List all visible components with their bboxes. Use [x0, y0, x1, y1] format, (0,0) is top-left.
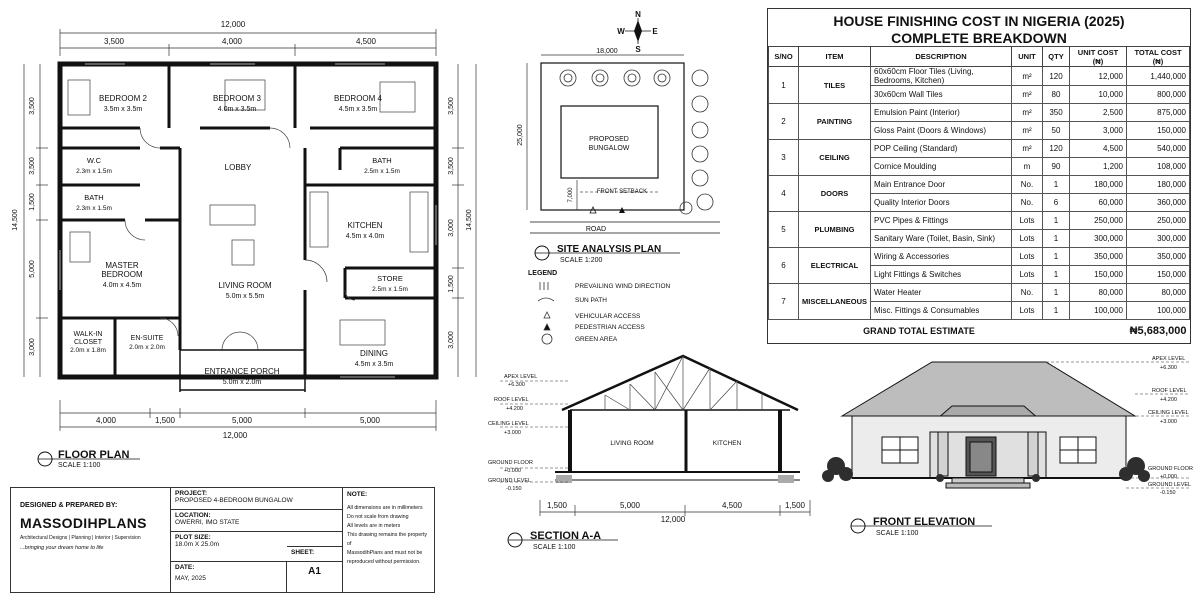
cell-unit-cost: 12,000 — [1070, 67, 1127, 86]
date-value: MAY, 2025 — [175, 575, 206, 582]
site-setback-dim: 7,000 — [568, 187, 574, 203]
cell-total: 1,440,000 — [1127, 67, 1190, 86]
cell-total: 350,000 — [1127, 248, 1190, 266]
compass-s: S — [635, 45, 641, 54]
cell-qty: 1 — [1043, 302, 1070, 320]
cell-unit: m² — [1012, 140, 1043, 158]
cost-table-header-row — [769, 47, 1190, 67]
room-bedroom4-name: BEDROOM 4 — [333, 94, 383, 103]
cell-item: CEILING — [799, 140, 871, 176]
col-item: ITEM — [799, 47, 871, 67]
room-master-name: MASTER — [105, 261, 139, 270]
room-master-size: 4.0m x 4.5m — [102, 282, 142, 289]
legend-item-5: GREEN AREA — [575, 336, 618, 343]
cell-unit-cost: 300,000 — [1070, 230, 1127, 248]
cell-unit-cost: 60,000 — [1070, 194, 1127, 212]
section-dim-total: 12,000 — [660, 515, 686, 524]
title-block — [10, 487, 435, 593]
cell-qty: 6 — [1043, 194, 1070, 212]
dim-left-3: 1,500 — [29, 193, 36, 211]
cell-total: 180,000 — [1127, 176, 1190, 194]
dim-bottom-4: 5,000 — [359, 416, 381, 425]
cell-unit-cost: 250,000 — [1070, 212, 1127, 230]
cell-unit: Lots — [1012, 266, 1043, 284]
cost-table-row — [769, 284, 1190, 302]
room-wc-size: 2.3m x 1.5m — [76, 168, 112, 175]
cell-item: TILES — [799, 67, 871, 104]
col-description: DESCRIPTION — [871, 47, 1012, 67]
grand-total-value: ₦5,683,000 — [1129, 324, 1187, 337]
furniture — [68, 80, 428, 345]
cell-qty: 1 — [1043, 176, 1070, 194]
date-label: DATE: — [175, 564, 195, 571]
cell-total: 108,000 — [1127, 158, 1190, 176]
cell-qty: 90 — [1043, 158, 1070, 176]
compass-icon — [625, 18, 651, 44]
compass-n: N — [635, 10, 641, 19]
cell-item: PLUMBING — [799, 212, 871, 248]
compass-w: W — [617, 27, 625, 36]
sheet-value: A1 — [308, 566, 321, 577]
cell-description: Gloss Paint (Doors & Windows) — [871, 122, 1012, 140]
location-cell — [171, 510, 343, 532]
dim-top-2: 4,000 — [221, 37, 243, 46]
site-building-label1: PROPOSED — [589, 136, 629, 143]
section-ground-floor-value: +0.000 — [504, 468, 521, 474]
elevation-roof-value: +4.200 — [1160, 397, 1177, 403]
elevation-ceiling-label: CEILING LEVEL — [1148, 410, 1189, 416]
section-ground-floor-label: GROUND FLOOR — [488, 460, 533, 466]
cell-sno: 2 — [769, 104, 799, 140]
cell-description: Sanitary Ware (Toilet, Basin, Sink) — [871, 230, 1012, 248]
section-dim-1: 1,500 — [546, 501, 568, 510]
dim-top-total: 12,000 — [220, 20, 246, 29]
sun-path-icon — [538, 298, 554, 301]
dim-left-5: 3,000 — [29, 338, 36, 356]
cell-sno: 5 — [769, 212, 799, 248]
cell-unit-cost: 2,500 — [1070, 104, 1127, 122]
room-dining-size: 4.5m x 3.5m — [354, 361, 394, 368]
room-porch-name: ENTRANCE PORCH — [204, 367, 280, 376]
note-1: All dimensions are in millimeters — [347, 505, 423, 511]
elevation-ceiling-value: +3.000 — [1160, 419, 1177, 425]
room-bedroom2-name: BEDROOM 2 — [98, 94, 148, 103]
cost-table-row — [769, 67, 1190, 86]
elevation-title: FRONT ELEVATION — [873, 516, 976, 528]
cell-qty: 120 — [1043, 67, 1070, 86]
section-ground-label: GROUND LEVEL — [488, 478, 532, 484]
grand-total-row — [769, 320, 1190, 343]
cell-total: 300,000 — [1127, 230, 1190, 248]
cell-qty: 350 — [1043, 104, 1070, 122]
room-ensuite-size: 2.0m x 2.0m — [129, 344, 165, 351]
col-sno: S/NO — [769, 47, 799, 67]
cell-description: 30x60cm Wall Tiles — [871, 86, 1012, 104]
room-bedroom2-size: 3.5m x 3.5m — [103, 106, 143, 113]
section-dim-2: 5,000 — [619, 501, 641, 510]
cell-qty: 1 — [1043, 284, 1070, 302]
col-total-cost: TOTAL COST (₦) — [1127, 47, 1190, 67]
cell-sno: 6 — [769, 248, 799, 284]
section-dim-3: 4,500 — [721, 501, 743, 510]
elevation-apex-value: +6.300 — [1160, 365, 1177, 371]
cell-qty: 80 — [1043, 86, 1070, 104]
col-unit: UNIT — [1012, 47, 1043, 67]
dim-bottom-1: 4,000 — [95, 416, 117, 425]
project-value: PROPOSED 4-BEDROOM BUNGALOW — [175, 497, 293, 504]
legend-icons — [538, 282, 554, 344]
cost-table-panel — [767, 8, 1191, 344]
room-bath-right-name: BATH — [372, 156, 392, 165]
cell-qty: 1 — [1043, 212, 1070, 230]
project-cell — [171, 488, 343, 510]
cell-qty: 50 — [1043, 122, 1070, 140]
cell-item: MISCELLANEOUS — [799, 284, 871, 320]
cost-table-title: HOUSE FINISHING COST IN NIGERIA (2025) — [833, 13, 1125, 29]
sheet-label: SHEET: — [291, 549, 315, 556]
room-porch-size: 5.0m x 2.0m — [222, 379, 262, 386]
note-2: Do not scale from drawing — [347, 514, 409, 520]
floor-plan — [12, 20, 476, 469]
cell-description: Emulsion Paint (Interior) — [871, 104, 1012, 122]
cell-description: Wiring & Accessories — [871, 248, 1012, 266]
note-3: All levels are in meters — [347, 523, 401, 529]
cell-total: 875,000 — [1127, 104, 1190, 122]
legend-item-2: SUN PATH — [575, 297, 607, 304]
section-apex-value: +6.300 — [508, 382, 525, 388]
room-kitchen-name: KITCHEN — [347, 221, 383, 230]
section-apex-label: APEX LEVEL — [504, 374, 538, 380]
notes-label: NOTE: — [347, 491, 368, 498]
cell-total: 250,000 — [1127, 212, 1190, 230]
firm-services: Architectural Designs | Planning | Interior | Supervision — [20, 535, 141, 541]
room-living-size: 5.0m x 5.5m — [225, 293, 265, 300]
cell-unit: No. — [1012, 194, 1043, 212]
floor-plan-scale: SCALE 1:100 — [58, 462, 101, 469]
dim-right-total: 14,500 — [466, 209, 473, 231]
cell-sno: 7 — [769, 284, 799, 320]
dim-right-3: 3,000 — [448, 219, 455, 237]
room-living-name: LIVING ROOM — [218, 281, 272, 290]
cell-unit: Lots — [1012, 248, 1043, 266]
section-roof-label: ROOF LEVEL — [494, 397, 529, 403]
cell-qty: 1 — [1043, 230, 1070, 248]
cell-total: 100,000 — [1127, 302, 1190, 320]
elevation-roof-label: ROOF LEVEL — [1152, 388, 1187, 394]
legend-item-3: VEHICULAR ACCESS — [575, 313, 641, 320]
cost-table — [768, 46, 1190, 342]
cell-qty: 120 — [1043, 140, 1070, 158]
cell-qty: 1 — [1043, 248, 1070, 266]
cell-unit: Lots — [1012, 302, 1043, 320]
elevation-ground-value: -0.150 — [1160, 490, 1176, 496]
section-room1: LIVING ROOM — [610, 440, 654, 447]
dim-left-1: 3,500 — [29, 97, 36, 115]
section-dim-4: 1,500 — [784, 501, 806, 510]
cell-description: PVC Pipes & Fittings — [871, 212, 1012, 230]
cell-unit-cost: 350,000 — [1070, 248, 1127, 266]
room-ensuite-name: EN-SUITE — [130, 335, 164, 342]
location-value: OWERRI, IMO STATE — [175, 519, 240, 526]
note-6: reproduced without permission. — [347, 559, 421, 565]
site-front-setback: FRONT SETBACK — [596, 189, 648, 195]
cell-qty: 1 — [1043, 266, 1070, 284]
date-cell — [171, 562, 287, 592]
dim-left-4: 5,000 — [29, 260, 36, 278]
cell-total: 80,000 — [1127, 284, 1190, 302]
cell-unit-cost: 10,000 — [1070, 86, 1127, 104]
cell-unit: Lots — [1012, 230, 1043, 248]
cell-unit: No. — [1012, 176, 1043, 194]
cell-unit-cost: 180,000 — [1070, 176, 1127, 194]
site-depth-dim: 25,000 — [517, 124, 524, 146]
dim-right-1: 3,500 — [448, 97, 455, 115]
cell-unit: m — [1012, 158, 1043, 176]
cell-sno: 4 — [769, 176, 799, 212]
room-walkin-name2: CLOSET — [73, 339, 103, 346]
site-building-label2: BUNGALOW — [588, 145, 630, 152]
wind-direction-icon — [540, 282, 548, 290]
room-dining-name: DINING — [360, 349, 388, 358]
dim-top-1: 3,500 — [103, 37, 125, 46]
cell-description: Main Entrance Door — [871, 176, 1012, 194]
pedestrian-access-icon — [544, 324, 550, 330]
cell-unit: m² — [1012, 104, 1043, 122]
section-roof-value: +4.200 — [506, 406, 523, 412]
section-room2: KITCHEN — [712, 440, 742, 447]
elevation-ground-label: GROUND LEVEL — [1148, 482, 1192, 488]
dim-right-5: 3,000 — [448, 331, 455, 349]
cell-item: ELECTRICAL — [799, 248, 871, 284]
dim-top-3: 4,500 — [355, 37, 377, 46]
site-width-dim: 18,000 — [596, 48, 618, 55]
room-bedroom3-size: 4.0m x 3.5m — [217, 106, 257, 113]
elevation-ground-floor-value: +0.000 — [1160, 474, 1177, 480]
col-unit-cost: UNIT COST (₦) — [1070, 47, 1127, 67]
cell-total: 360,000 — [1127, 194, 1190, 212]
room-bath-left-name: BATH — [84, 193, 104, 202]
room-store-name: STORE — [377, 274, 403, 283]
plot-label: PLOT SIZE: — [175, 534, 211, 541]
section-ground-value: -0.150 — [506, 486, 522, 492]
grand-total-label: GRAND TOTAL ESTIMATE — [863, 325, 975, 336]
cell-unit-cost: 80,000 — [1070, 284, 1127, 302]
cell-unit-cost: 1,200 — [1070, 158, 1127, 176]
cell-unit-cost: 3,000 — [1070, 122, 1127, 140]
legend-item-4: PEDESTRIAN ACCESS — [575, 324, 645, 331]
room-bedroom4-size: 4.5m x 3.5m — [338, 106, 378, 113]
room-bath-left-size: 2.3m x 1.5m — [76, 205, 112, 212]
cost-table-row — [769, 248, 1190, 266]
room-bath-right-size: 2.5m x 1.5m — [364, 168, 400, 175]
legend-item-1: PREVAILING WIND DIRECTION — [575, 283, 671, 290]
cell-unit-cost: 4,500 — [1070, 140, 1127, 158]
site-plan — [517, 10, 720, 344]
cell-description: Misc. Fittings & Consumables — [871, 302, 1012, 320]
section-ceiling-label: CEILING LEVEL — [488, 421, 529, 427]
cell-description: 60x60cm Floor Tiles (Living, Bedrooms, Kitchen) — [871, 67, 1012, 86]
cost-table-row — [769, 176, 1190, 194]
project-label: PROJECT: — [175, 490, 208, 497]
room-master-name2: BEDROOM — [101, 270, 143, 279]
compass-e: E — [652, 27, 658, 36]
elevation-ground-floor-label: GROUND FLOOR — [1148, 466, 1193, 472]
room-walkin-name: WALK-IN — [73, 331, 103, 338]
firm-tagline: ...bringing your dream home to life — [20, 545, 104, 551]
room-kitchen-size: 4.5m x 4.0m — [345, 233, 385, 240]
cell-description: Cornice Moulding — [871, 158, 1012, 176]
cell-total: 150,000 — [1127, 266, 1190, 284]
cell-total: 150,000 — [1127, 122, 1190, 140]
cost-table-row — [769, 104, 1190, 122]
elevation-apex-label: APEX LEVEL — [1152, 356, 1186, 362]
cell-unit-cost: 150,000 — [1070, 266, 1127, 284]
cell-description: Light Fittings & Switches — [871, 266, 1012, 284]
cost-table-subtitle: COMPLETE BREAKDOWN — [891, 30, 1067, 46]
section-ceiling-value: +3.000 — [504, 430, 521, 436]
cell-unit: m² — [1012, 122, 1043, 140]
room-bedroom3-name: BEDROOM 3 — [212, 94, 262, 103]
title-block-firm-cell — [11, 488, 171, 592]
room-store-size: 2.5m x 1.5m — [372, 286, 408, 293]
note-4: This drawing remains the property of — [347, 532, 428, 547]
room-lobby-name: LOBBY — [224, 163, 252, 172]
cell-item: DOORS — [799, 176, 871, 212]
floor-plan-title: FLOOR PLAN — [58, 449, 130, 461]
room-walkin-size: 2.0m x 1.8m — [70, 347, 106, 354]
section-a-a — [488, 356, 810, 551]
cell-unit: m² — [1012, 67, 1043, 86]
site-plan-scale: SCALE 1:200 — [560, 257, 603, 264]
legend-title: LEGEND — [528, 270, 558, 277]
cell-sno: 3 — [769, 140, 799, 176]
site-road-label: ROAD — [585, 226, 607, 233]
site-plan-title: SITE ANALYSIS PLAN — [557, 244, 662, 255]
cell-description: Water Heater — [871, 284, 1012, 302]
notes-cell — [343, 488, 434, 592]
dim-bottom-3: 5,000 — [231, 416, 253, 425]
dim-bottom-total: 12,000 — [222, 431, 248, 440]
section-scale: SCALE 1:100 — [533, 544, 576, 551]
dim-right-4: 1,500 — [448, 275, 455, 293]
cell-unit-cost: 100,000 — [1070, 302, 1127, 320]
cell-sno: 1 — [769, 67, 799, 104]
dim-right-2: 3,500 — [448, 157, 455, 175]
elevation-scale: SCALE 1:100 — [876, 530, 919, 537]
designed-by-label: DESIGNED & PREPARED BY: — [20, 502, 118, 509]
plot-value: 18.0m X 25.0m — [175, 541, 220, 548]
cell-description: Quality Interior Doors — [871, 194, 1012, 212]
cell-item: PAINTING — [799, 104, 871, 140]
vehicular-access-icon — [544, 312, 550, 318]
dim-bottom-2: 1,500 — [154, 416, 176, 425]
cell-unit: Lots — [1012, 212, 1043, 230]
room-wc-name: W.C — [86, 156, 102, 165]
cell-total: 540,000 — [1127, 140, 1190, 158]
col-qty: QTY — [1043, 47, 1070, 67]
cell-unit: No. — [1012, 284, 1043, 302]
floor-plan-left-dims — [24, 64, 48, 377]
cost-table-row — [769, 212, 1190, 230]
firm-name: MASSODIHPLANS — [20, 515, 147, 531]
cell-unit: m² — [1012, 86, 1043, 104]
cost-table-row — [769, 140, 1190, 158]
dim-left-total: 14,500 — [12, 209, 19, 231]
dim-left-2: 3,500 — [29, 157, 36, 175]
sheet-cell — [287, 546, 343, 592]
front-elevation — [822, 356, 1193, 537]
section-title: SECTION A-A — [530, 530, 602, 542]
cell-total: 800,000 — [1127, 86, 1190, 104]
green-area-icon — [542, 334, 552, 344]
cell-description: POP Ceiling (Standard) — [871, 140, 1012, 158]
location-label: LOCATION: — [175, 512, 211, 519]
note-5: MassodihPlans and must not be — [347, 550, 423, 556]
